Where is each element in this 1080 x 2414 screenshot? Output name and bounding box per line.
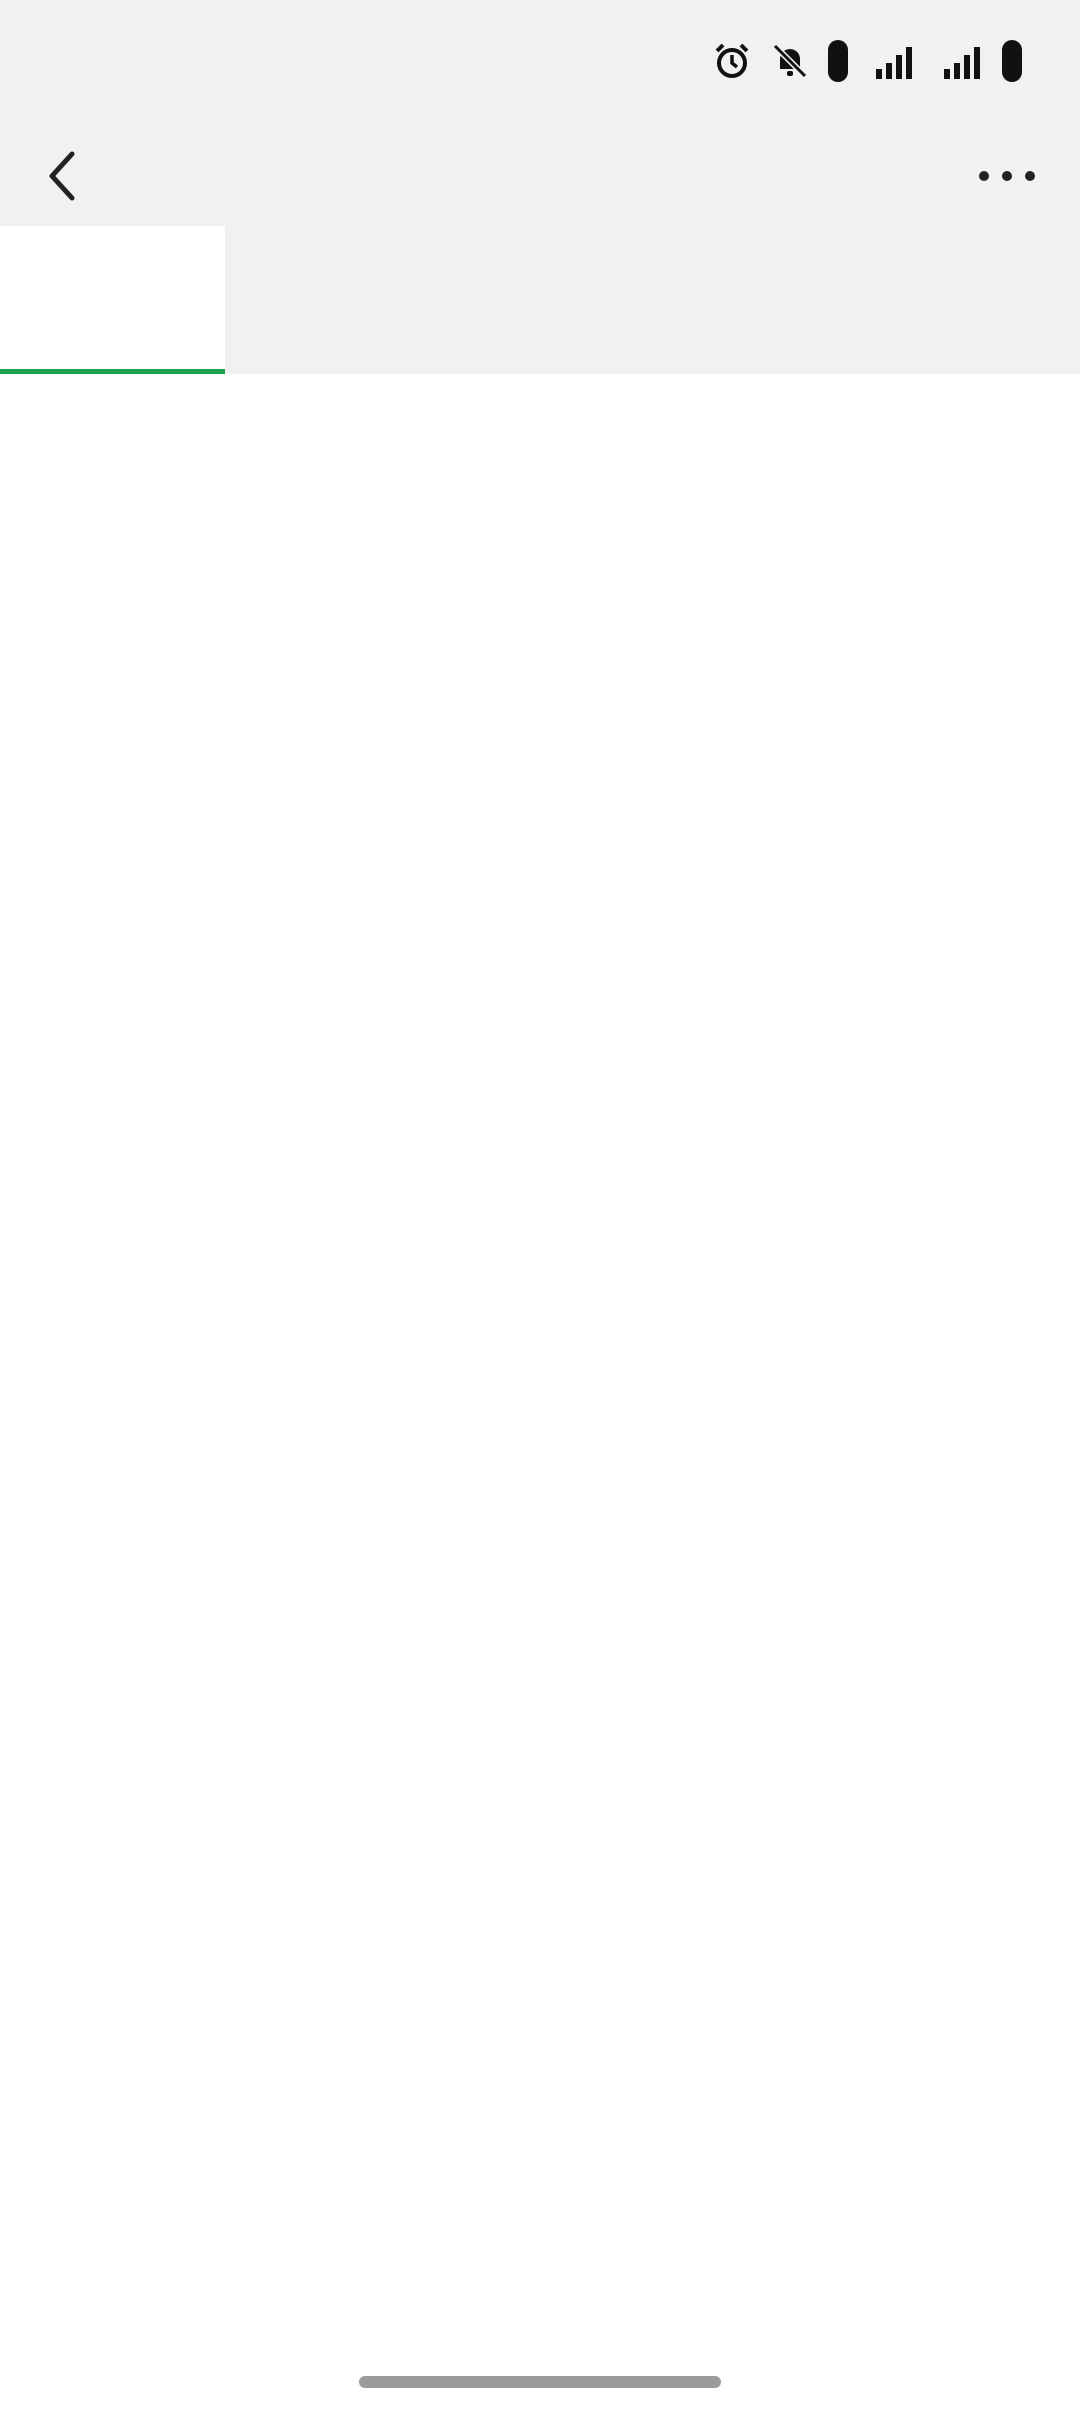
battery-icon [1002,40,1022,82]
spreadsheet-viewport[interactable] [0,374,1080,2414]
back-arrow-icon [32,144,96,208]
top-bar [0,130,1080,226]
more-dots-icon [972,148,1042,204]
home-indicator[interactable] [359,2376,721,2388]
hd-voice-icon [828,40,848,82]
tab-sheet1[interactable] [0,226,225,374]
back-button[interactable] [32,144,96,208]
sheet-tab-bar [0,226,1080,374]
status-bar [0,0,1080,130]
signal-5g-icon-2 [934,41,984,81]
mute-bell-icon [770,41,810,81]
alarm-icon [712,41,752,81]
signal-5g-icon-1 [866,41,916,81]
status-icons [712,40,1022,82]
more-button[interactable] [972,148,1042,204]
